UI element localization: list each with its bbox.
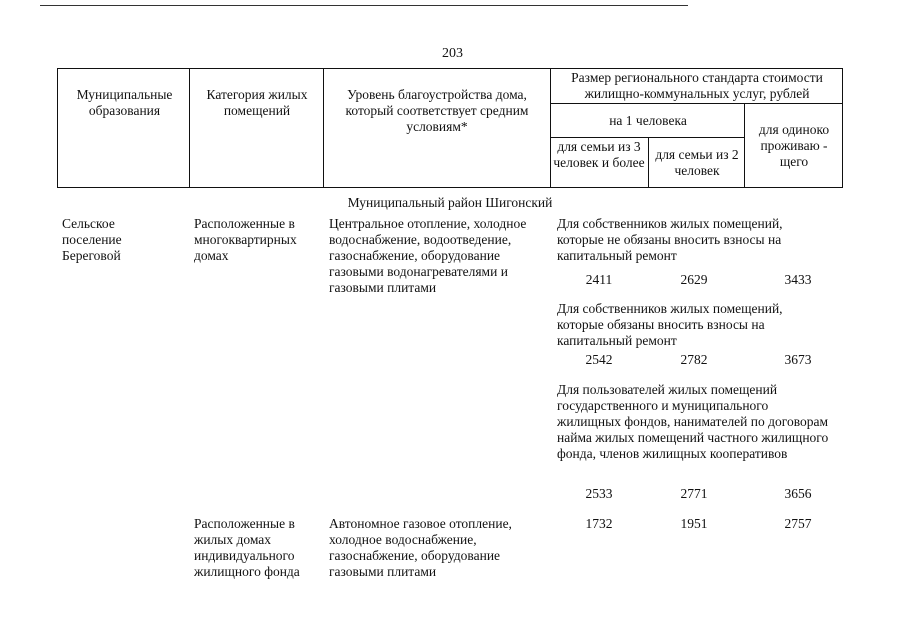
header-size-title: Размер регионального стандарта стоимости жилищно-коммунальных услуг, рублей [571, 70, 823, 101]
col-divider-5 [744, 103, 745, 187]
top-rule [40, 5, 688, 6]
row1-category: Расположенные в многоквартирных домах [194, 216, 297, 263]
row2-level: Автономное газовое отопление, холодное водоснабжение, газоснабжение, оборудование газовыми плитами [329, 516, 512, 579]
header-level: Уровень благоустройства дома, который соответствует средним условиям* [345, 87, 529, 134]
row1-level: Центральное отопление, холодное водоснабжение, водоотведение, газоснабжение, оборудование газовыми водонагревателями и газовыми плитами [329, 216, 527, 295]
row1-group2-family3: 2542 [585, 352, 613, 367]
row-divider-2 [550, 137, 744, 138]
municipality-name: Сельское поселение Береговой [62, 216, 122, 263]
district-title: Муниципальный район Шигонский [347, 195, 553, 210]
row1-group2-family2: 2782 [680, 352, 708, 367]
page-number: 203 [442, 46, 463, 61]
header-municipal: Муниципальные образования [76, 87, 173, 118]
row1-group3-family3: 2533 [585, 486, 613, 501]
row1-group3-single: 3656 [784, 486, 812, 501]
col-divider-4 [648, 137, 649, 187]
row2-category: Расположенные в жилых домах индивидуального жилищного фонда [194, 516, 300, 579]
row1-group3-family2: 2771 [680, 486, 708, 501]
header-per-person: на 1 человека [609, 113, 687, 128]
header-category: Категория жилых помещений [206, 87, 308, 118]
col-divider-3 [550, 69, 551, 187]
row1-group3-label: Для пользователей жилых помещений государственного и муниципального жилищных фондов, нанимателей по договорам найма жилых помещений частного жилищного фонда, членов жилищных кооперативов [557, 382, 829, 461]
row1-group2-label: Для собственников жилых помещений, которые обязаны вносить взносы на капитальный ремонт [557, 301, 783, 348]
row2-family2: 1951 [680, 516, 708, 531]
header-family3: для семьи из 3 человек и более [553, 139, 645, 170]
header-family2: для семьи из 2 человек [655, 147, 739, 178]
row-divider-1 [550, 103, 842, 104]
row1-group1-family2: 2629 [680, 272, 708, 287]
table-header [57, 68, 843, 188]
row2-single: 2757 [784, 516, 812, 531]
col-divider-1 [189, 69, 190, 187]
row1-group1-family3: 2411 [585, 272, 613, 287]
row1-group2-single: 3673 [784, 352, 812, 367]
col-divider-2 [323, 69, 324, 187]
row2-family3: 1732 [585, 516, 613, 531]
row1-group1-label: Для собственников жилых помещений, которые не обязаны вносить взносы на капитальный ремонт [557, 216, 783, 263]
row1-group1-single: 3433 [784, 272, 812, 287]
header-single: для одиноко проживаю - щего [758, 122, 830, 169]
